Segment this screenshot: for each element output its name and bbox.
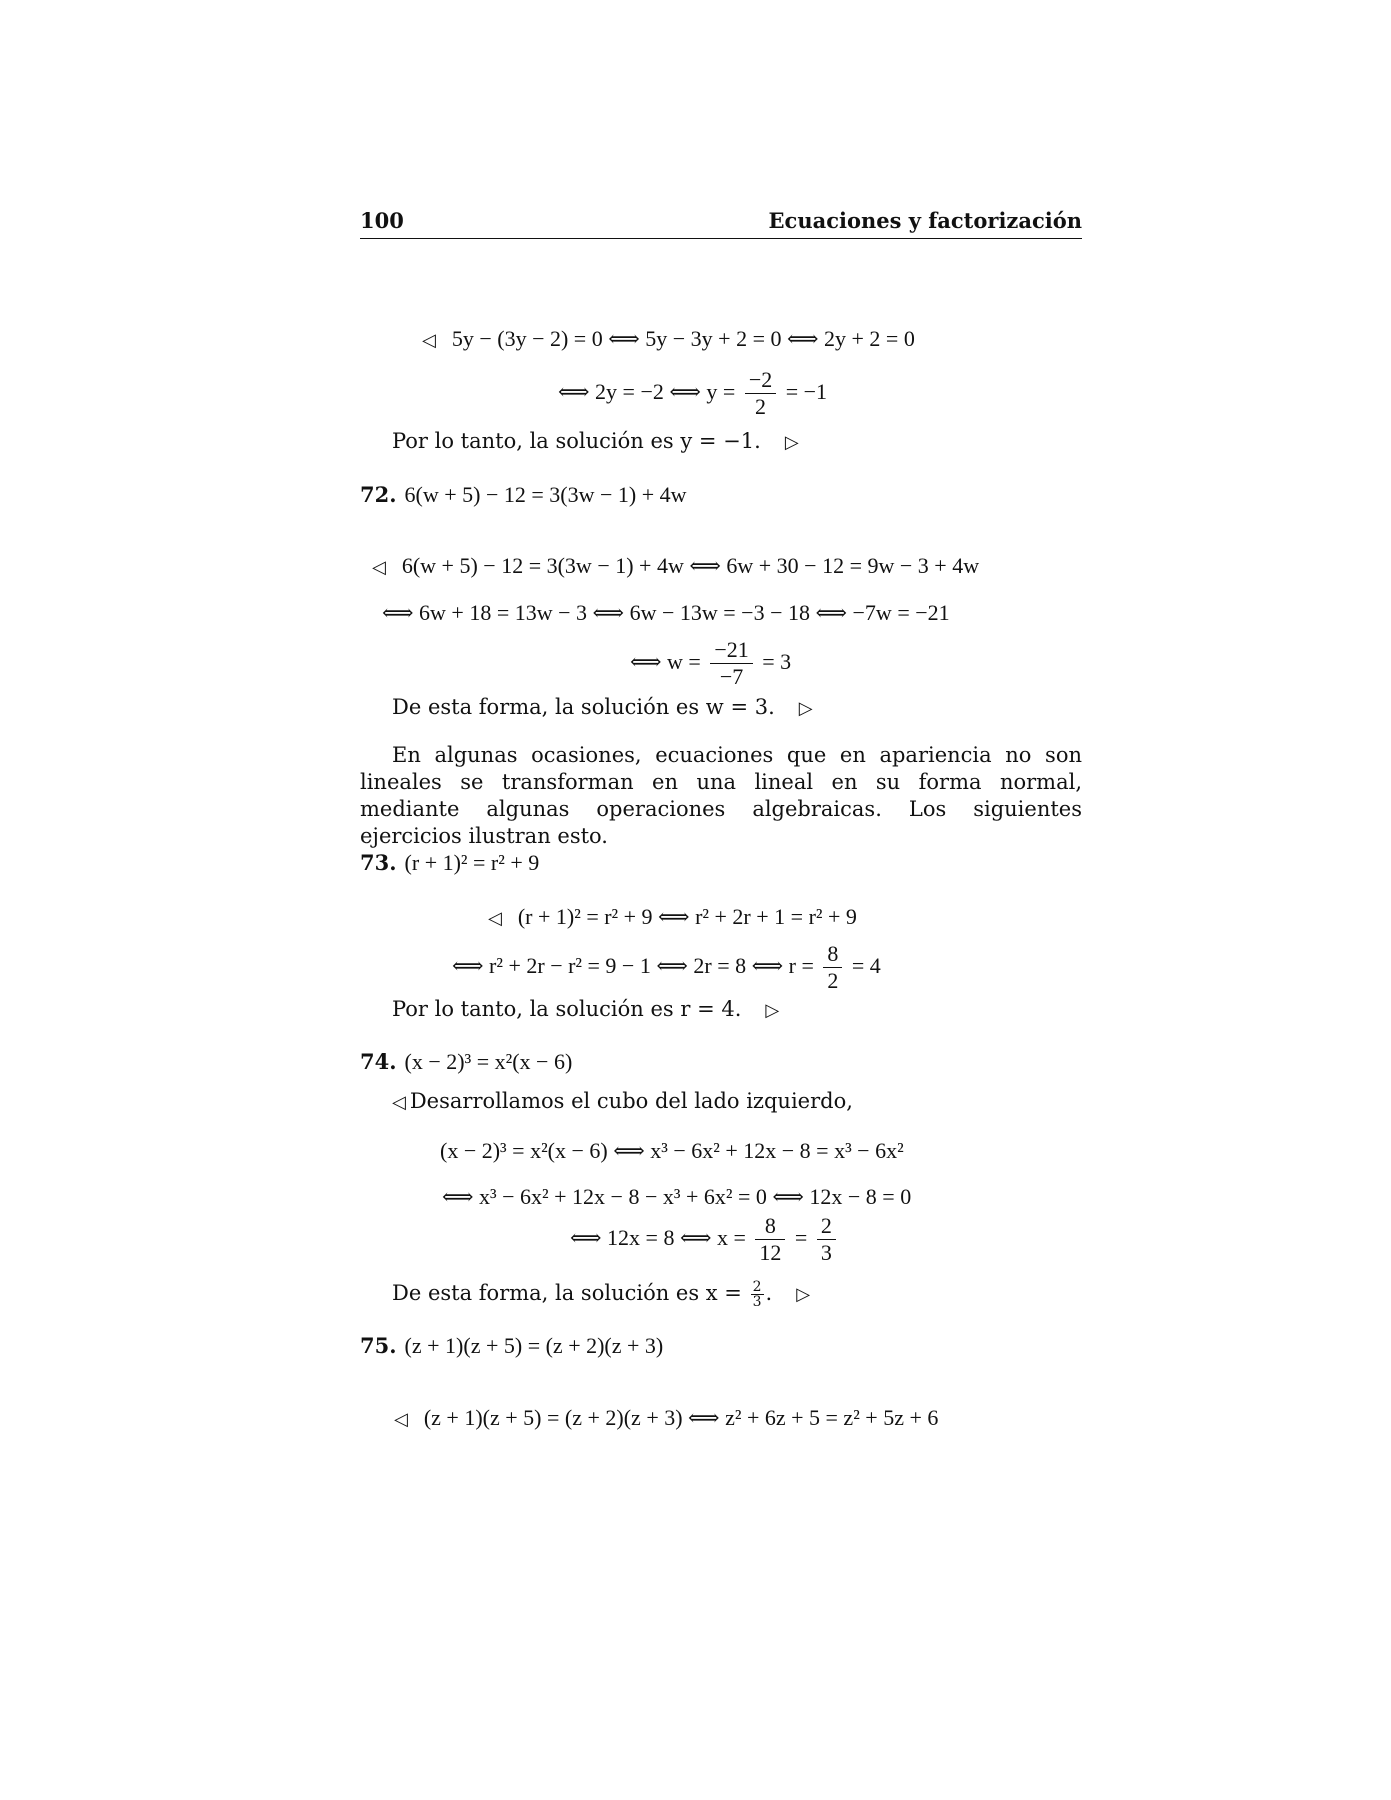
- ex72-line3: ⟺ w = $\frac{-21}{-7}$ = 3: [630, 637, 792, 690]
- ex71-line2-post: = −1: [785, 379, 828, 404]
- ex72-statement: 72. 6(w + 5) − 12 = 3(3w − 1) + 4w: [360, 482, 687, 507]
- ex73-line1: ◁ (r + 1)² = r² + 9 ⟺ r² + 2r + 1 = r² + 9: [488, 904, 857, 929]
- ex75-statement: 75. (z + 1)(z + 5) = (z + 2)(z + 3): [360, 1333, 664, 1358]
- ex73-fraction: $\frac{8}{2}$: [823, 941, 842, 994]
- ex71-line2-pre: ⟺ 2y = −2 ⟺ y =: [558, 379, 736, 404]
- chapter-title: Ecuaciones y factorización: [768, 208, 1082, 233]
- ex74-line1: (x − 2)³ = x²(x − 6) ⟺ x³ − 6x² + 12x − 8 = x³ − 6x²: [440, 1138, 904, 1163]
- open-marker-icon: ◁: [392, 1092, 406, 1113]
- ex73-conclusion: Por lo tanto, la solución es r = 4. ▷: [392, 997, 780, 1021]
- ex74-conclusion-fraction: $\frac{2}{3}$: [752, 1279, 762, 1310]
- ex72-line2: ⟺ 6w + 18 = 13w − 3 ⟺ 6w − 13w = −3 − 18 ⟺ −7w = −21: [382, 600, 950, 625]
- open-marker-icon: ◁: [422, 330, 436, 350]
- ex74-fraction-2: $\frac{2}{3}$: [817, 1213, 836, 1266]
- open-marker-icon: ◁: [372, 557, 386, 577]
- explanatory-paragraph: En algunas ocasiones, ecuaciones que en apariencia no son lineales se transforman en una lineal en su forma normal, mediante algunas operaciones algebraicas. Los siguientes ejercicios ilustran esto.: [360, 743, 1082, 848]
- ex71-line2: [558, 366, 827, 420]
- close-marker-icon: ▷: [798, 698, 813, 719]
- open-marker-icon: ◁: [394, 1409, 408, 1429]
- ex75-line1: ◁ (z + 1)(z + 5) = (z + 2)(z + 3) ⟺ z² + 6z + 5 = z² + 5z + 6: [394, 1405, 939, 1430]
- ex74-conclusion: De esta forma, la solución es x = $\frac{2}{3}$ . ▷: [392, 1279, 811, 1310]
- ex74-statement: 74. (x − 2)³ = x²(x − 6): [360, 1049, 573, 1074]
- ex71-conclusion: Por lo tanto, la solución es y = −1. ▷: [392, 429, 799, 453]
- page-number: 100: [360, 208, 404, 233]
- close-marker-icon: ▷: [784, 432, 799, 453]
- ex72-line1: ◁ 6(w + 5) − 12 = 3(3w − 1) + 4w ⟺ 6w + 30 − 12 = 9w − 3 + 4w: [372, 553, 980, 578]
- ex73-statement: 73. (r + 1)² = r² + 9: [360, 850, 540, 875]
- ex74-line3: ⟺ 12x = 8 ⟺ x = $\frac{8}{12}$ = $\frac{2}{3}$: [570, 1212, 840, 1266]
- ex73-line2: ⟺ r² + 2r − r² = 9 − 1 ⟺ 2r = 8 ⟺ r = $\frac{8}{2}$ = 4: [452, 941, 881, 994]
- close-marker-icon: ▷: [765, 1000, 780, 1021]
- ex74-fraction-1: $\frac{8}{12}$: [755, 1213, 785, 1266]
- ex72-fraction: $\frac{-21}{-7}$: [710, 637, 752, 690]
- ex74-line2: ⟺ x³ − 6x² + 12x − 8 − x³ + 6x² = 0 ⟺ 12x − 8 = 0: [442, 1184, 912, 1209]
- ex72-conclusion: De esta forma, la solución es w = 3. ▷: [392, 695, 813, 719]
- close-marker-icon: ▷: [796, 1284, 811, 1305]
- ex71-line1: [422, 326, 915, 353]
- ex74-intro: ◁ Desarrollamos el cubo del lado izquierdo,: [392, 1089, 853, 1113]
- page-header: [360, 208, 1082, 239]
- ex71-line1-text: 5y − (3y − 2) = 0 ⟺ 5y − 3y + 2 = 0 ⟺ 2y + 2 = 0: [451, 326, 915, 351]
- open-marker-icon: ◁: [488, 908, 502, 928]
- ex71-fraction: $\frac{-2}{2}$: [745, 367, 776, 420]
